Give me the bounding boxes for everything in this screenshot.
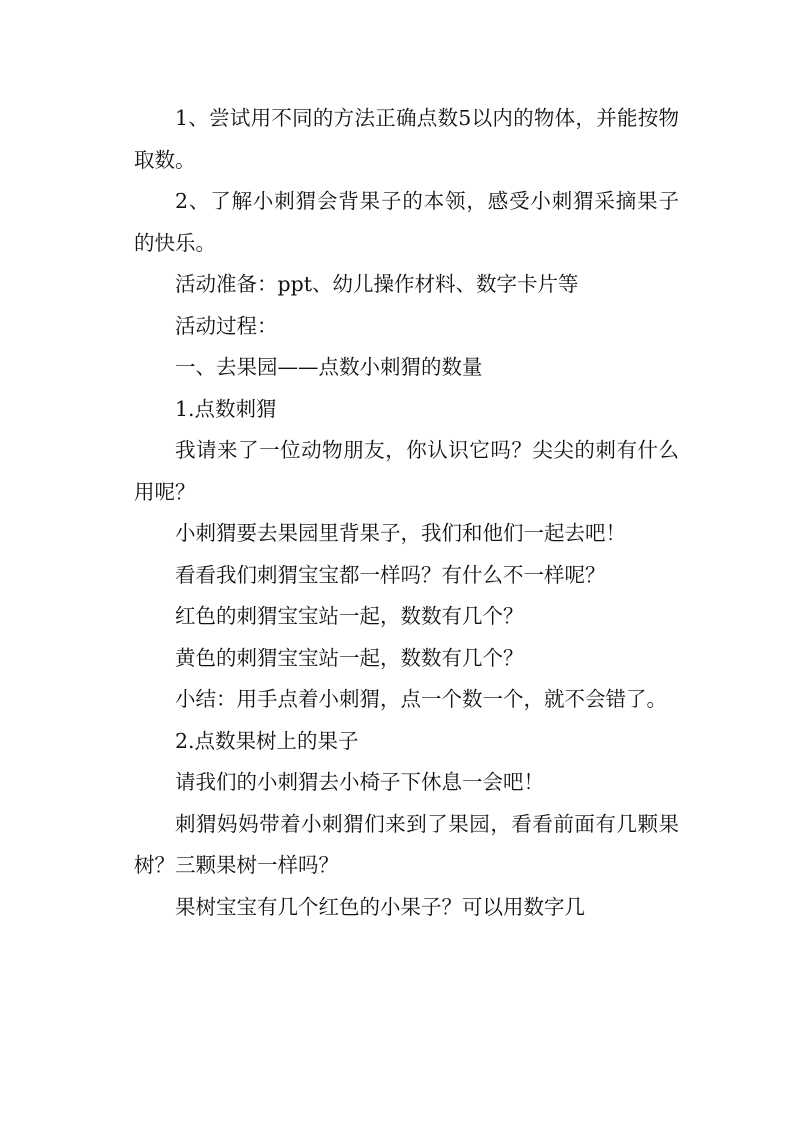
section-heading-1: 一、去果园——点数小刺猬的数量: [175, 355, 483, 379]
preparation-paragraph: 活动准备：ppt、幼儿操作材料、数字卡片等: [175, 272, 579, 296]
summary-paragraph: 小结：用手点着小刺猬，点一个数一个，就不会错了。: [175, 687, 667, 711]
body-paragraph-1: 我请来了一位动物朋友，你认识它吗？尖尖的刺有什么用呢？: [134, 438, 679, 504]
goal-paragraph-2: 2、了解小刺猬会背果子的本领，感受小刺猬采摘果子的快乐。: [134, 189, 679, 255]
body-paragraph-2: 小刺猬要去果园里背果子，我们和他们一起去吧！: [175, 521, 626, 545]
goal-paragraph-1: 1、尝试用不同的方法正确点数5以内的物体，并能按物取数。: [134, 106, 679, 172]
body-paragraph-3: 看看我们刺猬宝宝都一样吗？有什么不一样呢？: [175, 562, 606, 587]
body-paragraph-4: 红色的刺猬宝宝站一起，数数有几个？: [175, 604, 524, 628]
body-paragraph-7: 刺猬妈妈带着小刺猬们来到了果园，看看前面有几颗果树？三颗果树一样吗？: [134, 811, 679, 877]
body-paragraph-6: 请我们的小刺猬去小椅子下休息一会吧！: [175, 770, 544, 794]
subsection-heading-2: 2.点数果树上的果子: [175, 728, 359, 753]
subsection-heading-1: 1.点数刺猬: [175, 396, 277, 421]
process-heading: 活动过程：: [175, 313, 278, 338]
body-paragraph-8: 果树宝宝有几个红色的小果子？可以用数字几: [175, 894, 585, 919]
body-paragraph-5: 黄色的刺猬宝宝站一起，数数有几个？: [175, 645, 524, 670]
document-page: [134, 98, 679, 928]
